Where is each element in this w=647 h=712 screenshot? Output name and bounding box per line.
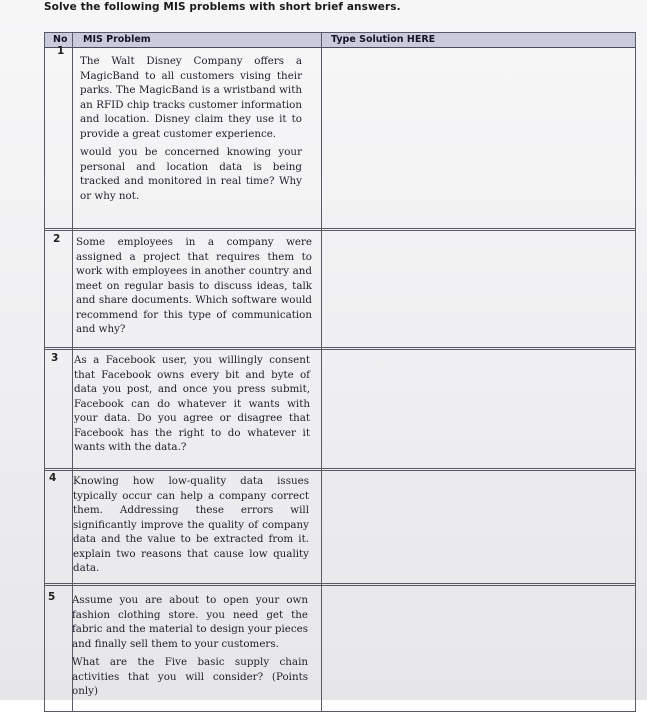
row-divider	[45, 585, 635, 586]
problem-text: would you be concerned knowing your personal and location data is being tracked and monitored in real time? Why or why not.	[80, 146, 302, 202]
problems-table	[44, 32, 636, 712]
problem-cell	[73, 474, 309, 580]
problem-text: Some employees in a company were assigned a project that requires them to work with employees in another country and meet on regular basis to discuss ideas, talk and share documents. Which software would recommend for this type of communication and why?	[76, 236, 312, 335]
row-number: 1	[57, 45, 65, 57]
row-divider	[45, 583, 635, 584]
header-no: No	[53, 34, 68, 45]
row-number: 2	[53, 233, 61, 245]
row-divider	[45, 349, 635, 350]
column-divider	[321, 33, 322, 711]
problem-cell	[76, 235, 312, 341]
row-number: 5	[48, 591, 56, 603]
row-divider	[45, 230, 635, 231]
row-number: 4	[49, 472, 57, 484]
header-solution: Type Solution HERE	[331, 34, 436, 45]
problem-text: Assume you are about to open your own fashion clothing store. you need get the fabric and the material to design your pieces and finally sell them to your customers.	[72, 594, 308, 650]
problem-text: As a Facebook user, you willingly consent that Facebook owns every bit and byte of data you post, and once you press submit, Facebook can do whatever it wants with your data. Do you agree or disagree that Facebook has the right to do whatever it wants with the data.?	[74, 354, 310, 453]
instruction-heading: Solve the following MIS problems with short brief answers.	[44, 1, 401, 13]
row-divider	[45, 347, 635, 348]
row-number: 3	[51, 352, 59, 364]
row-divider	[45, 468, 635, 469]
problem-text: Knowing how low-quality data issues typically occur can help a company correct them. Addressing these errors will significantly improve the quality of company data and the value to be extracted from it. explain two reasons that cause low quality data.	[73, 475, 309, 574]
problem-cell	[80, 54, 302, 207]
problem-cell	[74, 353, 310, 459]
problem-text: What are the Five basic supply chain activities that you will consider? (Points only)	[72, 656, 308, 697]
row-divider	[45, 228, 635, 229]
problem-cell	[72, 593, 308, 703]
row-divider	[45, 470, 635, 471]
problem-text: The Walt Disney Company offers a MagicBand to all customers vising their parks. The MagicBand is a wristband with an RFID chip tracks customer information and location. Disney claim they use it to provide a great customer experience.	[80, 55, 302, 140]
table-header	[45, 33, 635, 48]
header-problem: MIS Problem	[83, 34, 151, 45]
